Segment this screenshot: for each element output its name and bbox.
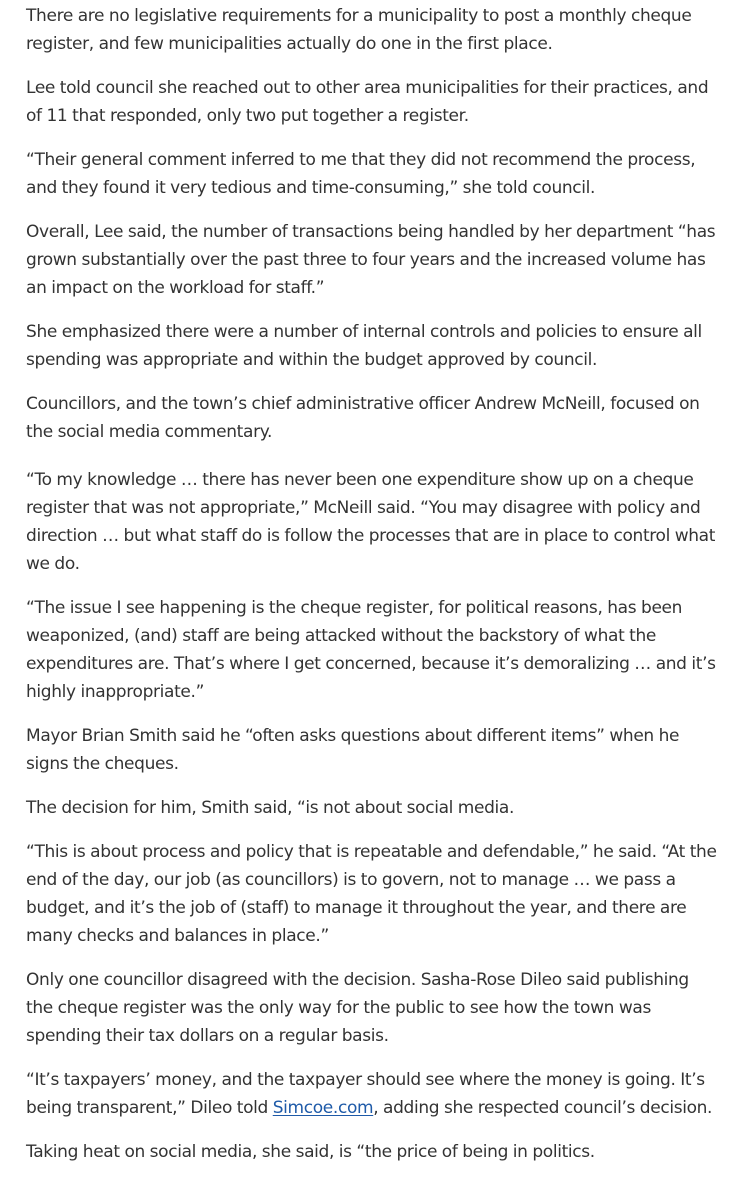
paragraph-transaction-volume: Overall, Lee said, the number of transactions being handled by her department “has grown substantially over the past three to four years and the increased volume has an impact on the workload for staff.” <box>26 222 716 298</box>
paragraph-smith-decision: The decision for him, Smith said, “is not about social media. <box>26 798 515 818</box>
paragraph-legislative-requirements: There are no legislative requirements for a municipality to post a monthly cheque register, and few municipalities actually do one in the first place. <box>26 6 692 54</box>
paragraph-process-policy-quote: “This is about process and policy that is repeatable and defendable,” he said. “At the end of the day, our job (as councillors) is to govern, not to manage … we pass a budget, and it’s the job of (staff) to manage it throughout the year, and there are many checks and balances in place.” <box>26 842 717 946</box>
paragraph-mcneill-quote: “To my knowledge … there has never been one expenditure show up on a cheque register that was not appropriate,” McNeill said. “You may disagree with policy and direction … but what staff do is follow the processes that are in place to control what we do. <box>26 470 716 574</box>
paragraph-dileo-quote <box>26 1066 720 1122</box>
paragraph-social-media-focus: Councillors, and the town’s chief administrative officer Andrew McNeill, focused on the social media commentary. <box>26 394 700 442</box>
article-body <box>26 2 720 1182</box>
dileo-quote-suffix: , adding she respected council’s decision. <box>373 1098 713 1118</box>
paragraph-general-comment-quote: “Their general comment inferred to me that they did not recommend the process, and they found it very tedious and time-consuming,” she told council. <box>26 150 696 198</box>
paragraph-mayor-smith: Mayor Brian Smith said he “often asks questions about different items” when he signs the cheques. <box>26 726 680 774</box>
paragraph-weaponized-quote: “The issue I see happening is the cheque register, for political reasons, has been weaponized, (and) staff are being attacked without the backstory of what the expenditures are. That’s where I get concerned, because it’s demoralizing … and it’s highly inappropriate.” <box>26 598 716 702</box>
simcoe-link[interactable]: Simcoe.com <box>272 1098 374 1118</box>
paragraph-lee-survey: Lee told council she reached out to other area municipalities for their practices, and of 11 that responded, only two put together a register. <box>26 78 709 126</box>
paragraph-price-of-politics: Taking heat on social media, she said, is “the price of being in politics. <box>26 1142 595 1162</box>
paragraph-dileo-disagreement: Only one councillor disagreed with the decision. Sasha-Rose Dileo said publishing the cheque register was the only way for the public to see how the town was spending their tax dollars on a regular basis. <box>26 970 689 1046</box>
dileo-quote-text: “It’s taxpayers’ money, and the taxpayer should see where the money is going. It’s being transparent,” Dileo told <box>26 1070 705 1118</box>
paragraph-internal-controls: She emphasized there were a number of internal controls and policies to ensure all spending was appropriate and within the budget approved by council. <box>26 322 702 370</box>
